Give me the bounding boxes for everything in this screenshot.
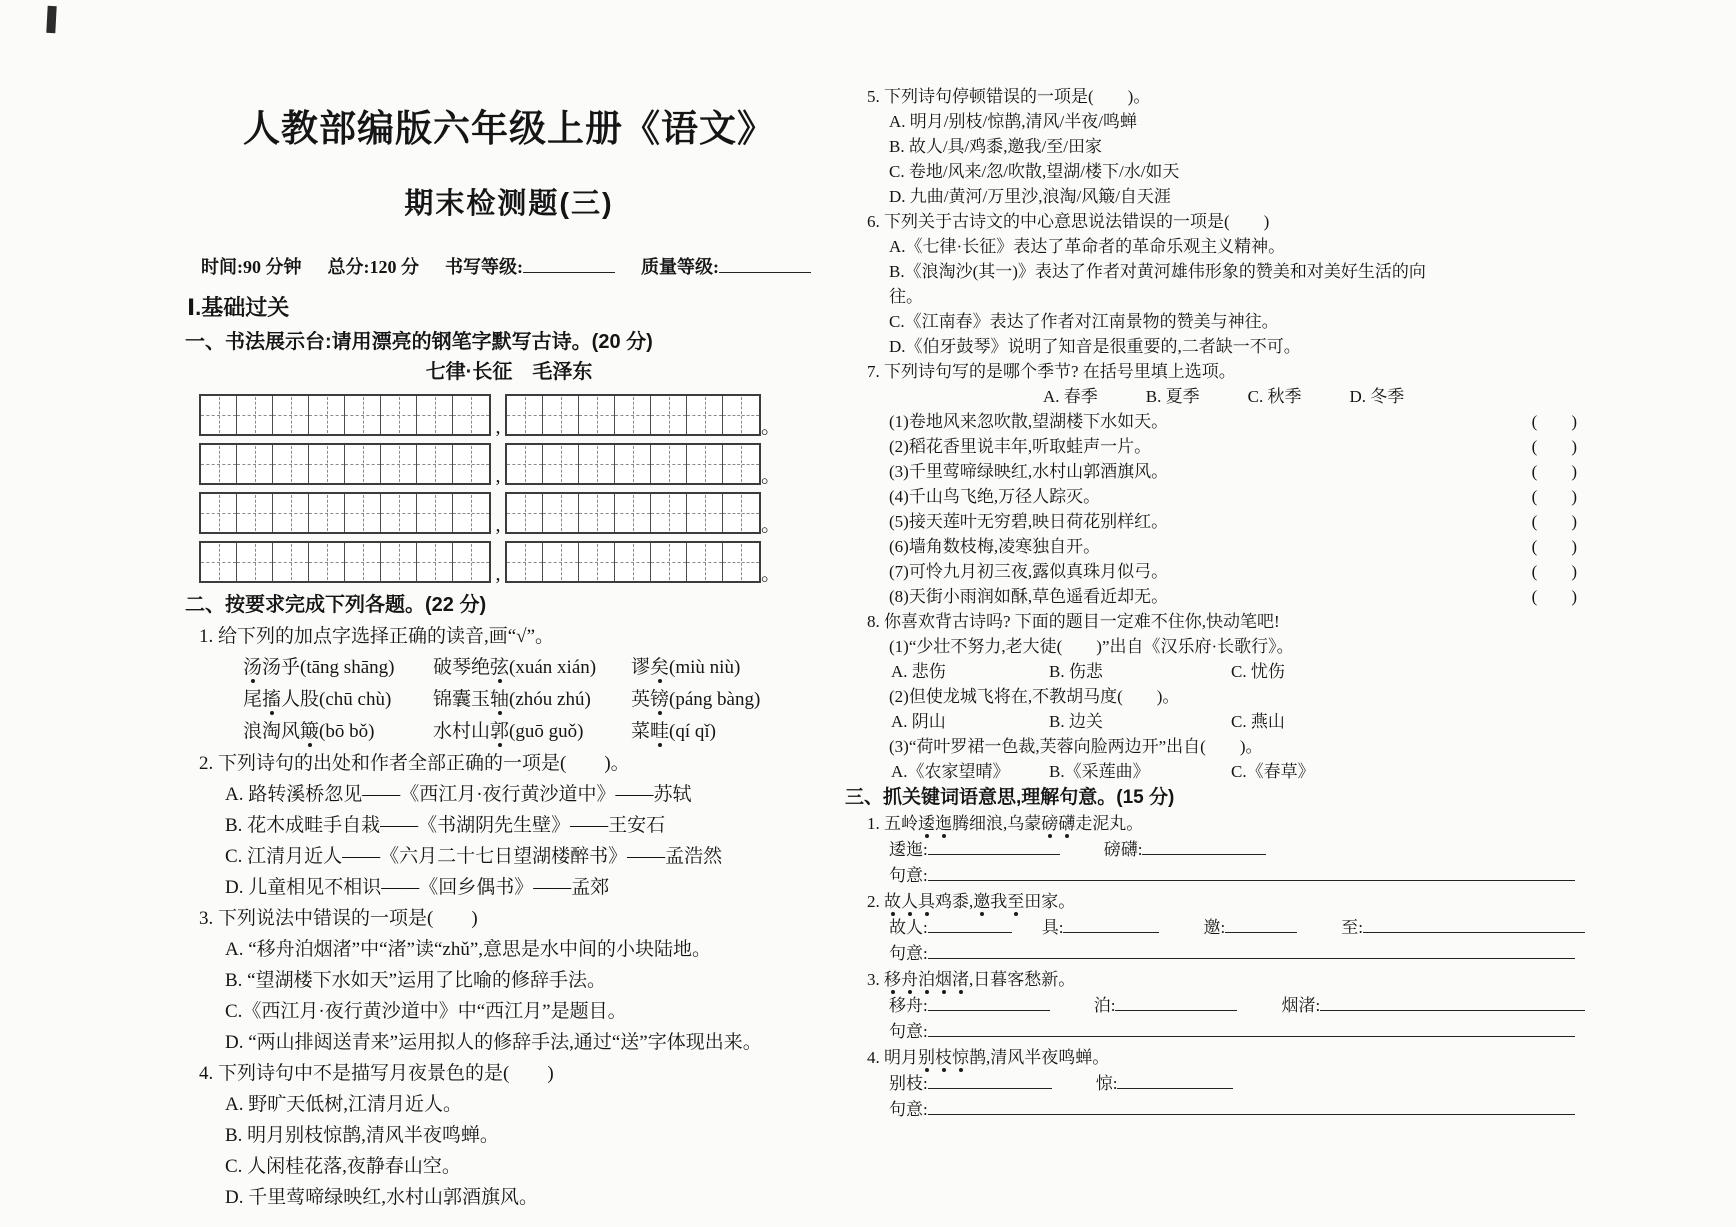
q8-sub1-stem: (1)“少壮不努力,老大徒( )”出自《汉乐府·长歌行》。 bbox=[889, 637, 1294, 656]
writing-grid-block bbox=[505, 492, 761, 534]
writing-grade-blank bbox=[523, 258, 615, 273]
term-label: 别枝: bbox=[889, 1074, 928, 1093]
q7-item-1: (1)卷地风来忽吹散,望湖楼下水如天。 ( ) bbox=[845, 409, 1585, 434]
writing-cell bbox=[723, 543, 759, 581]
writing-cell bbox=[201, 396, 237, 434]
q6-option-c: C.《江南春》表达了作者对江南景物的赞美与神往。 bbox=[889, 312, 1279, 331]
writing-grid-row bbox=[199, 541, 833, 583]
writing-grid-row bbox=[199, 492, 833, 534]
pinyin-cell: 浪淘风簸(bō bǒ) bbox=[243, 721, 375, 742]
sec3-item4-terms bbox=[845, 1071, 1585, 1097]
writing-cell bbox=[381, 396, 417, 434]
answer-bracket: ( ) bbox=[1531, 437, 1577, 456]
writing-cell bbox=[237, 543, 273, 581]
info-writing-grade: 书写等级: bbox=[445, 253, 615, 281]
q8-sub1-options bbox=[845, 659, 1585, 684]
grid-comma: , bbox=[495, 416, 501, 438]
q8-sub2-stem: (2)但使龙城飞将在,不教胡马度( )。 bbox=[889, 687, 1180, 706]
writing-cell bbox=[381, 543, 417, 581]
sec3-item4-sentence: 4. 明月别枝惊鹊,清风半夜鸣蝉。 bbox=[867, 1048, 1110, 1067]
term-blank bbox=[928, 918, 1012, 933]
writing-grid-block bbox=[505, 394, 761, 436]
q4-option-b: B. 明月别枝惊鹊,清风半夜鸣蝉。 bbox=[225, 1125, 499, 1146]
sec3-item3-terms bbox=[845, 993, 1585, 1019]
q2-option-d: D. 儿童相见不相识——《回乡偶书》——孟郊 bbox=[225, 877, 610, 898]
pinyin-row bbox=[185, 652, 833, 684]
q5-option-d: D. 九曲/黄河/万里沙,浪淘/风簸/自天涯 bbox=[889, 187, 1171, 206]
q8-sub2-option-a: A. 阴山 bbox=[891, 712, 946, 731]
writing-cell bbox=[309, 543, 345, 581]
grid-comma: , bbox=[495, 514, 501, 536]
writing-cell bbox=[651, 445, 687, 483]
sec3-item3-meaning: 句意: bbox=[845, 1019, 1585, 1045]
writing-cell bbox=[273, 445, 309, 483]
term-blank bbox=[1142, 840, 1266, 855]
writing-cell bbox=[723, 494, 759, 532]
q7-item-2: (2)稻花香里说丰年,听取蛙声一片。 ( ) bbox=[845, 434, 1585, 459]
meaning-blank bbox=[928, 1022, 1575, 1037]
term-label: 磅礴: bbox=[1103, 840, 1143, 859]
term-blank bbox=[1320, 996, 1585, 1011]
sec3-heading: 三、抓关键词语意思,理解句意。(15 分) bbox=[845, 787, 1175, 808]
writing-cell bbox=[273, 396, 309, 434]
grid-period: 。 bbox=[761, 465, 781, 487]
term-label: 具: bbox=[1041, 918, 1064, 937]
writing-cell bbox=[345, 494, 381, 532]
q7-item-4: (4)千山鸟飞绝,万径人踪灭。 ( ) bbox=[845, 484, 1585, 509]
writing-cell bbox=[615, 494, 651, 532]
scan-artifact bbox=[46, 6, 56, 33]
writing-cell bbox=[615, 396, 651, 434]
pinyin-cell: 锦囊玉轴(zhóu zhú) bbox=[433, 689, 591, 710]
writing-cell bbox=[453, 445, 489, 483]
q2-stem: 2. 下列诗句的出处和作者全部正确的一项是( )。 bbox=[199, 753, 630, 774]
sec3-item2-terms bbox=[845, 915, 1585, 941]
q5-stem: 5. 下列诗句停顿错误的一项是( )。 bbox=[867, 87, 1151, 106]
writing-cell bbox=[507, 445, 543, 483]
q8-sub1-option-b: B. 伤悲 bbox=[1049, 662, 1103, 681]
writing-cell bbox=[507, 396, 543, 434]
pinyin-cell: 水村山郭(guō guǒ) bbox=[433, 721, 584, 742]
writing-grid-block bbox=[199, 492, 491, 534]
term-blank bbox=[1063, 918, 1159, 933]
term-blank bbox=[1363, 918, 1585, 933]
part1-heading: Ⅰ.基础过关 bbox=[187, 295, 290, 320]
writing-grid-block bbox=[505, 443, 761, 485]
q3-stem: 3. 下列说法中错误的一项是( ) bbox=[199, 908, 478, 929]
writing-cell bbox=[579, 445, 615, 483]
writing-cell bbox=[579, 494, 615, 532]
writing-cell bbox=[381, 494, 417, 532]
writing-cell bbox=[453, 494, 489, 532]
writing-cell bbox=[417, 445, 453, 483]
page-subtitle: 期末检测题(三) bbox=[404, 188, 614, 220]
writing-cell bbox=[345, 543, 381, 581]
q7-season-options bbox=[845, 384, 1585, 409]
writing-cell bbox=[651, 494, 687, 532]
writing-cell bbox=[507, 494, 543, 532]
writing-cell bbox=[543, 494, 579, 532]
grid-period: 。 bbox=[761, 514, 781, 536]
q6-options bbox=[845, 234, 1585, 359]
writing-grid-block bbox=[199, 443, 491, 485]
left-column bbox=[185, 95, 833, 1213]
sec3-item1-sentence: 1. 五岭逶迤腾细浪,乌蒙磅礴走泥丸。 bbox=[867, 814, 1144, 833]
sec3-item1-meaning: 句意: bbox=[845, 863, 1585, 889]
sec3-item1-terms bbox=[845, 837, 1585, 863]
writing-cell bbox=[615, 543, 651, 581]
meaning-blank bbox=[928, 944, 1575, 959]
q7-stem: 7. 下列诗句写的是哪个季节? 在括号里填上选项。 bbox=[867, 362, 1236, 381]
term-label: 泊: bbox=[1093, 996, 1116, 1015]
pinyin-cell: 破琴绝弦(xuán xián) bbox=[433, 657, 597, 678]
sec3-item2-sentence: 2. 故人具鸡黍,邀我至田家。 bbox=[867, 892, 1076, 911]
answer-bracket: ( ) bbox=[1531, 462, 1577, 481]
q7-season-d: D. 冬季 bbox=[1349, 387, 1405, 406]
q8-sub3-stem: (3)“荷叶罗裙一色裁,芙蓉向脸两边开”出自( )。 bbox=[889, 737, 1263, 756]
writing-cell bbox=[507, 543, 543, 581]
q5-option-a: A. 明月/别枝/惊鹊,清风/半夜/鸣蝉 bbox=[889, 112, 1137, 131]
writing-cell bbox=[345, 396, 381, 434]
writing-cell bbox=[615, 445, 651, 483]
term-blank bbox=[928, 840, 1060, 855]
q8-sub2-option-c: C. 燕山 bbox=[1231, 712, 1285, 731]
writing-cell bbox=[453, 543, 489, 581]
q2-option-b: B. 花木成畦手自栽——《书湖阴先生壁》——王安石 bbox=[225, 815, 666, 836]
writing-cell bbox=[273, 494, 309, 532]
writing-cell bbox=[273, 543, 309, 581]
q7-item-5: (5)接天莲叶无穷碧,映日荷花别样红。 ( ) bbox=[845, 509, 1585, 534]
term-blank bbox=[1117, 1074, 1233, 1089]
answer-bracket: ( ) bbox=[1531, 537, 1577, 556]
writing-cell bbox=[345, 445, 381, 483]
pinyin-cell: 汤汤乎(tāng shāng) bbox=[243, 657, 395, 678]
writing-cell bbox=[543, 445, 579, 483]
q7-item-8: (8)天街小雨润如酥,草色遥看近却无。 ( ) bbox=[845, 584, 1585, 609]
pinyin-cell: 英镑(páng bàng) bbox=[631, 689, 761, 710]
term-label: 烟渚: bbox=[1281, 996, 1321, 1015]
q3-option-a: A. “移舟泊烟渚”中“渚”读“zhǔ”,意思是水中间的小块陆地。 bbox=[225, 939, 712, 960]
writing-cell bbox=[381, 445, 417, 483]
q7-season-c: C. 秋季 bbox=[1247, 387, 1302, 406]
q3-option-b: B. “望湖楼下水如天”运用了比喻的修辞手法。 bbox=[225, 970, 607, 991]
writing-cell bbox=[417, 396, 453, 434]
writing-cell bbox=[309, 494, 345, 532]
sec3-item3-sentence: 3. 移舟泊烟渚,日暮客愁新。 bbox=[867, 970, 1076, 989]
q8-sub2-option-b: B. 边关 bbox=[1049, 712, 1103, 731]
meaning-blank bbox=[928, 866, 1575, 881]
sec2-heading: 二、按要求完成下列各题。(22 分) bbox=[185, 594, 487, 616]
writing-cell bbox=[723, 396, 759, 434]
quality-grade-blank bbox=[719, 258, 811, 273]
writing-cell bbox=[579, 396, 615, 434]
meaning-blank bbox=[928, 1100, 1575, 1115]
writing-cell bbox=[723, 445, 759, 483]
writing-cell bbox=[453, 396, 489, 434]
writing-cell bbox=[201, 445, 237, 483]
writing-cell bbox=[237, 445, 273, 483]
pinyin-cell: 尾搐人股(chū chù) bbox=[243, 689, 392, 710]
sec1-heading: 一、书法展示台:请用漂亮的钢笔字默写古诗。(20 分) bbox=[185, 331, 653, 353]
q5-option-c: C. 卷地/风来/忽/吹散,望湖/楼下/水/如天 bbox=[889, 162, 1180, 181]
writing-grid-block bbox=[505, 541, 761, 583]
sec3-item2-meaning: 句意: bbox=[845, 941, 1585, 967]
q4-option-c: C. 人闲桂花落,夜静春山空。 bbox=[225, 1156, 461, 1177]
writing-cell bbox=[201, 543, 237, 581]
term-label: 邀: bbox=[1203, 918, 1226, 937]
q7-item-7: (7)可怜九月初三夜,露似真珠月似弓。 ( ) bbox=[845, 559, 1585, 584]
q8-sub3-options bbox=[845, 759, 1585, 784]
writing-cell bbox=[237, 396, 273, 434]
writing-cell bbox=[687, 543, 723, 581]
term-label: 移舟: bbox=[889, 996, 928, 1015]
pinyin-cell: 菜畦(qí qǐ) bbox=[631, 721, 716, 742]
term-label: 故人: bbox=[889, 918, 928, 937]
answer-bracket: ( ) bbox=[1531, 412, 1577, 431]
q8-sub3-option-c: C.《春草》 bbox=[1231, 762, 1315, 781]
answer-bracket: ( ) bbox=[1531, 587, 1577, 606]
sec3-item4-meaning: 句意: bbox=[845, 1097, 1585, 1123]
pinyin-cell: 谬矣(miù niù) bbox=[631, 657, 741, 678]
q5-option-b: B. 故人/具/鸡黍,邀我/至/田家 bbox=[889, 137, 1102, 156]
writing-grid-row bbox=[199, 394, 833, 436]
writing-cell bbox=[579, 543, 615, 581]
grid-comma: , bbox=[495, 563, 501, 585]
writing-cell bbox=[309, 396, 345, 434]
q4-option-d: D. 千里莺啼绿映红,水村山郭酒旗风。 bbox=[225, 1187, 538, 1208]
q4-option-a: A. 野旷天低树,江清月近人。 bbox=[225, 1094, 462, 1115]
q7-item-6: (6)墙角数枝梅,凌寒独自开。 ( ) bbox=[845, 534, 1585, 559]
term-label: 至: bbox=[1341, 918, 1363, 937]
info-total: 总分:120 分 bbox=[327, 257, 419, 277]
writing-grid-block bbox=[199, 541, 491, 583]
term-blank bbox=[1225, 918, 1297, 933]
writing-cell bbox=[651, 396, 687, 434]
info-line bbox=[185, 253, 833, 281]
q8-stem: 8. 你喜欢背古诗吗? 下面的题目一定难不住你,快动笔吧! bbox=[867, 612, 1280, 631]
writing-cell bbox=[543, 396, 579, 434]
grid-period: 。 bbox=[761, 416, 781, 438]
writing-cell bbox=[417, 543, 453, 581]
writing-grid-block bbox=[199, 394, 491, 436]
q8-sub1-option-a: A. 悲伤 bbox=[891, 662, 946, 681]
q8-sub1-option-c: C. 忧伤 bbox=[1231, 662, 1285, 681]
q6-option-d: D.《伯牙鼓琴》说明了知音是很重要的,二者缺一不可。 bbox=[889, 337, 1301, 356]
q7-season-a: A. 春季 bbox=[1043, 387, 1098, 406]
right-column bbox=[845, 84, 1585, 1123]
pinyin-row bbox=[185, 684, 833, 716]
page-title: 人教部编版六年级上册《语文》 bbox=[243, 108, 775, 149]
q3-option-c: C.《西江月·夜行黄沙道中》中“西江月”是题目。 bbox=[225, 1001, 627, 1022]
writing-cell bbox=[687, 396, 723, 434]
term-label: 惊: bbox=[1095, 1074, 1118, 1093]
info-time: 时间:90 分钟 bbox=[201, 257, 302, 277]
answer-bracket: ( ) bbox=[1531, 487, 1577, 506]
q2-option-a: A. 路转溪桥忽见——《西江月·夜行黄沙道中》——苏轼 bbox=[225, 784, 692, 805]
q1-stem: 1. 给下列的加点字选择正确的读音,画“√”。 bbox=[199, 626, 555, 647]
q3-option-d: D. “两山排闼送青来”运用拟人的修辞手法,通过“送”字体现出来。 bbox=[225, 1032, 762, 1053]
term-label: 逶迤: bbox=[889, 840, 928, 859]
writing-cell bbox=[687, 494, 723, 532]
term-blank bbox=[928, 1074, 1052, 1089]
writing-cell bbox=[687, 445, 723, 483]
poem-title: 七律·长征 毛泽东 bbox=[425, 361, 593, 383]
q6-stem: 6. 下列关于古诗文的中心意思说法错误的一项是( ) bbox=[867, 212, 1270, 231]
term-blank bbox=[1115, 996, 1237, 1011]
pinyin-row bbox=[185, 716, 833, 748]
writing-cell bbox=[309, 445, 345, 483]
q4-stem: 4. 下列诗句中不是描写月夜景色的是( ) bbox=[199, 1063, 554, 1084]
grid-comma: , bbox=[495, 465, 501, 487]
grid-period: 。 bbox=[761, 563, 781, 585]
q6-option-a: A.《七律·长征》表达了革命者的革命乐观主义精神。 bbox=[889, 237, 1286, 256]
q6-option-b: B.《浪淘沙(其一)》表达了作者对黄河雄伟形象的赞美和对美好生活的向往。 bbox=[889, 262, 1426, 306]
q8-sub3-option-a: A.《农家望晴》 bbox=[891, 762, 1010, 781]
answer-bracket: ( ) bbox=[1531, 562, 1577, 581]
q7-item-3: (3)千里莺啼绿映红,水村山郭酒旗风。 ( ) bbox=[845, 459, 1585, 484]
writing-cell bbox=[201, 494, 237, 532]
answer-bracket: ( ) bbox=[1531, 512, 1577, 531]
writing-cell bbox=[417, 494, 453, 532]
writing-grid bbox=[199, 394, 833, 583]
info-quality-grade: 质量等级: bbox=[641, 253, 811, 281]
writing-grid-row bbox=[199, 443, 833, 485]
writing-cell bbox=[651, 543, 687, 581]
writing-cell bbox=[237, 494, 273, 532]
term-blank bbox=[928, 996, 1050, 1011]
q8-sub2-options bbox=[845, 709, 1585, 734]
q7-season-b: B. 夏季 bbox=[1145, 387, 1200, 406]
q2-option-c: C. 江清月近人——《六月二十七日望湖楼醉书》——孟浩然 bbox=[225, 846, 723, 867]
q8-sub3-option-b: B.《采莲曲》 bbox=[1049, 762, 1150, 781]
writing-cell bbox=[543, 543, 579, 581]
